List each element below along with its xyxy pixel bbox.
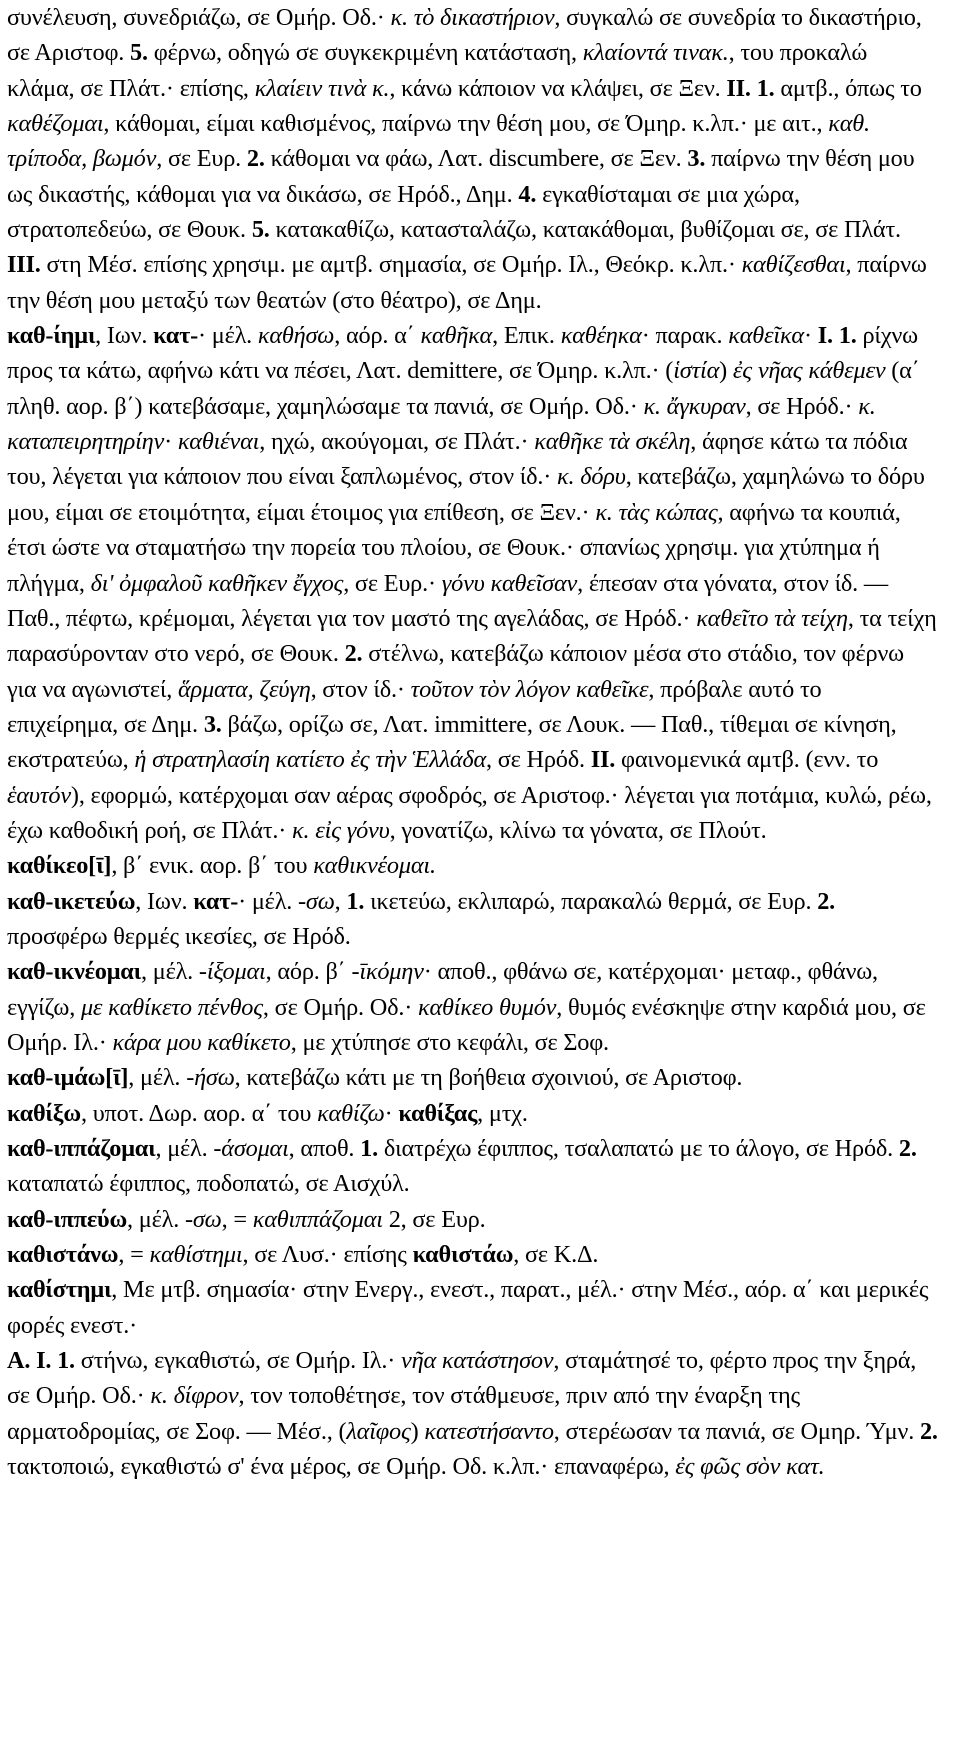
bold-text: I. 1. <box>817 322 857 350</box>
italic-text: -σω <box>298 887 335 915</box>
bold-text: 2. <box>898 1135 917 1162</box>
bold-text: καθ-ικετεύω <box>7 887 136 915</box>
bold-text: καθίξω <box>7 1099 81 1127</box>
entry-text: (α΄ πληθ. αορ. β΄) κατεβάσαμε, χαμηλώσαμε τα πανιά, σε Ομήρ. Οδ.· <box>7 357 920 420</box>
entry-text: , στον ίδ.· <box>310 675 411 703</box>
entry-text: · <box>164 428 178 456</box>
italic-text: κάρα μου καθίκετο <box>112 1028 291 1056</box>
entry-text: , Ιων. <box>135 887 194 915</box>
entry-text: , αφήνω τα κουπιά, έτσι ώστε να σταματήσω την πορεία του πλοίου, σε Θουκ.· σπανίως χρησιμ. για χτύπημα ή πλήγμα, <box>7 498 901 597</box>
entry-text: , συγκαλώ σε συνεδρία το δικαστήριο, σε Αριστοφ. <box>7 4 922 67</box>
bold-text: 3. <box>687 145 706 173</box>
entry-text: κατακαθίζω, κατασταλάζω, κατακάθομαι, βυθίζομαι σε, σε Πλάτ. <box>269 216 901 244</box>
entry-text: , = <box>221 1205 253 1233</box>
entry-text: , Με μτβ. σημασία· στην Ενεργ., ενεστ., παρατ., μέλ.· στην Μέσ., αόρ. α΄ και μερικές φορές ενεστ.· <box>7 1276 929 1339</box>
entry-text: , αποθ. <box>288 1135 361 1162</box>
italic-text: καθικνέομαι. <box>313 852 436 880</box>
entry-text: διατρέχω έφιππος, τσαλαπατώ με το άλογο, σε Ηρόδ. <box>377 1135 899 1162</box>
entry-text: , = <box>118 1241 150 1269</box>
entry-text: , του προκαλώ κλάμα, σε Πλάτ.· επίσης, <box>7 39 868 102</box>
entry-text: , κάνω κάποιον να κλάψει, σε Ξεν. <box>389 74 727 102</box>
dictionary-entry <box>7 954 938 1060</box>
entry-text: εγκαθίσταμαι σε μια χώρα, στρατοπεδεύω, σε Θουκ. <box>7 180 800 244</box>
bold-text: 2. <box>817 887 836 915</box>
italic-text: -σω <box>184 1205 222 1233</box>
entry-text: · μέλ. <box>238 887 299 915</box>
bold-text: καθ-ίημι <box>7 322 96 350</box>
entry-text: ρίχνω προς τα κάτω, αφήνω κάτι να πέσει, Λατ. demittere, σε Όμηρ. κ.λπ.· ( <box>7 322 918 385</box>
italic-text: -ῑκόμην <box>351 958 424 986</box>
italic-text: καθίζω <box>317 1099 385 1127</box>
bold-text: καθιστάνω <box>7 1241 119 1269</box>
italic-text: -ήσω <box>186 1064 235 1092</box>
italic-text: κ. εἰς γόνυ <box>292 816 390 844</box>
italic-text: γόνυ καθεῖσαν <box>441 569 578 597</box>
bold-text: καθ-ιμάω[ῑ] <box>7 1064 129 1092</box>
italic-text: καθέζομαι <box>7 110 104 138</box>
entry-text: , υποτ. Δωρ. αορ. α΄ του <box>80 1099 318 1127</box>
italic-text: ἡ στρατηλασίη κατίετο ἐς τὴν Ἑλλάδα <box>134 746 487 774</box>
entry-text: , αόρ. α΄ <box>334 322 421 350</box>
dictionary-entry <box>7 0 938 318</box>
entry-text: φέρνω, οδηγώ σε συγκεκριμένη κατάσταση, <box>147 39 583 67</box>
entry-text: , ηχώ, ακούγομαι, σε Πλάτ.· <box>259 428 535 456</box>
entry-text: , παίρνω την θέση μου μεταξύ των θεατών (στο θέατρο), σε Δημ. <box>7 251 927 314</box>
italic-text: καθίστημι <box>149 1241 243 1269</box>
entry-text: · παρακ. <box>641 322 729 350</box>
entry-text: φαινομενικά αμτβ. (ενν. το <box>615 746 879 774</box>
dictionary-entry <box>7 884 938 955</box>
italic-text: ἅρματα, ζεύγη <box>178 675 311 703</box>
italic-text: ἱστία <box>673 357 720 385</box>
bold-text: 5. <box>251 216 270 244</box>
entry-text: στη Μέσ. επίσης χρησιμ. με αμτβ. σημασία, σε Ομήρ. Ιλ., Θεόκρ. κ.λπ.· <box>40 251 742 279</box>
entry-text: στέλνω, κατεβάζω κάποιον μέσα στο στάδιο, τον φέρνω για να αγωνιστεί, <box>7 640 904 703</box>
italic-text: κ. ἄγκυραν <box>643 392 746 420</box>
dictionary-entry <box>7 848 938 883</box>
entry-text: · <box>804 322 818 350</box>
italic-text: καθίζεσθαι <box>741 251 846 279</box>
bold-text: 4. <box>518 180 537 208</box>
italic-text: λαῖφος <box>346 1417 411 1445</box>
entry-text: στήνω, εγκαθιστώ, σε Ομήρ. Ιλ.· <box>74 1347 402 1375</box>
italic-text: κ. τὸ δικαστήριον <box>390 4 555 31</box>
entry-text: , άφησε κάτω τα πόδια του, λέγεται για κάποιον που είναι ξαπλωμένος, στον ίδ.· <box>7 428 908 491</box>
bold-text: 2. <box>344 640 363 668</box>
entry-text: , <box>334 887 347 915</box>
entry-text: , κατεβάζω κάτι με τη βοήθεια σχοινιού, σε Αριστοφ. <box>234 1064 743 1092</box>
dictionary-entry <box>7 1343 938 1484</box>
italic-text: -άσομαι <box>213 1135 289 1162</box>
bold-text: καθίκεο[ῑ] <box>7 852 112 880</box>
entry-text: παίρνω την θέση μου ως δικαστής, κάθομαι για να δικάσω, σε Ηρόδ., Δημ. <box>7 145 915 208</box>
entry-text: , μέλ. <box>155 1135 214 1162</box>
entry-text: , Ιων. <box>95 322 154 350</box>
entry-text: , κατεβάζω, χαμηλώνω το δόρυ μου, είμαι σε ετοιμότητα, είμαι έτοιμος για επίθεση, σε Ξεν.· <box>7 463 925 526</box>
italic-text: με καθίκετο πένθος <box>80 993 263 1021</box>
entry-text: , Επικ. <box>492 322 561 350</box>
entry-text: ) <box>719 357 733 385</box>
entry-text: , γονατίζω, κλίνω τα γόνατα, σε Πλούτ. <box>389 816 767 844</box>
italic-text: τοῦτον τὸν λόγον καθεῖκε <box>410 675 649 703</box>
dictionary-entry <box>7 1272 938 1343</box>
entry-text: , αόρ. β΄ <box>265 958 352 986</box>
bold-text: κατ- <box>193 887 239 915</box>
entry-text: ικετεύω, εκλιπαρώ, παρακαλώ θερμά, σε Ευρ. <box>364 887 818 915</box>
entry-text: , σε Ευρ.· <box>343 569 442 597</box>
bold-text: 2. <box>246 145 265 173</box>
italic-text: καθιππάζομαι <box>252 1205 383 1233</box>
bold-text: 5. <box>130 39 148 67</box>
entry-text: , σε Ηρόδ.· <box>745 392 859 420</box>
italic-text: κ. τὰς κώπας <box>595 498 718 526</box>
italic-text: ἐς νῆας κάθεμεν <box>732 357 886 385</box>
entry-text: , β΄ ενικ. αορ. β΄ του <box>111 852 314 880</box>
italic-text: καθέηκα <box>560 322 642 350</box>
bold-text: 2. <box>919 1417 938 1445</box>
entry-text: , μέλ. <box>127 1205 185 1233</box>
dictionary-entry <box>7 1202 938 1237</box>
bold-text: καθ-ιππάζομαι <box>7 1135 156 1162</box>
entry-text: , σε Λυσ.· επίσης <box>242 1241 413 1269</box>
entry-text: , σε Ηρόδ. <box>486 746 591 774</box>
italic-text: κλαίειν τινὰ κ. <box>254 74 390 102</box>
entry-text: ) <box>410 1417 425 1445</box>
bold-text: καθίστημι <box>7 1276 112 1304</box>
entry-text: , σε Ομήρ. Οδ.· <box>262 993 419 1021</box>
entry-text: , σε Ευρ. <box>156 145 247 173</box>
italic-text: καθίκεο θυμόν <box>418 993 557 1021</box>
entry-text: 2, σε Ευρ. <box>382 1205 486 1233</box>
italic-text: κ. δίφρον <box>150 1382 239 1410</box>
bold-text: καθιστάω <box>412 1241 514 1269</box>
italic-text: κ. καταπειρητηρίην <box>7 392 876 456</box>
dictionary-entry <box>7 1060 938 1095</box>
italic-text: νῆα κατάστησον <box>401 1347 554 1375</box>
entry-text: ), εφορμώ, κατέρχομαι σαν αέρας σφοδρός, σε Αριστοφ.· λέγεται για ποτάμια, κυλώ, ρέω, έχω καθοδική ροή, σε Πλάτ.· <box>7 781 932 844</box>
entry-text: καταπατώ έφιππος, ποδοπατώ, σε Αισχύλ. <box>7 1170 410 1198</box>
entry-text: · αποθ., φθάνω σε, κατέρχομαι· μεταφ., φθάνω, εγγίζω, <box>7 958 878 1021</box>
entry-text: , τα τείχη παρασύρονταν στο νερό, σε Θουκ. <box>7 604 937 668</box>
italic-text: καθεῖκα <box>728 322 804 350</box>
dictionary-entry <box>7 318 938 848</box>
bold-text: καθ-ιππεύω <box>7 1205 128 1233</box>
bold-text: III. <box>7 251 41 279</box>
entry-text: , θυμός ενέσκηψε στην καρδιά μου, σε Ομήρ. Ιλ.· <box>7 993 926 1056</box>
dictionary-entry <box>7 1131 938 1202</box>
entry-text: · <box>384 1099 399 1127</box>
entry-text: , μέλ. <box>141 958 199 986</box>
italic-text: καθιέναι <box>177 428 260 456</box>
dictionary-entry <box>7 1096 938 1131</box>
entry-text: , μτχ. <box>477 1099 528 1127</box>
entry-text: , με χτύπησε στο κεφάλι, σε Σοφ. <box>290 1028 609 1056</box>
entry-text: , κάθομαι, είμαι καθισμένος, παίρνω την θέση μου, σε Όμηρ. κ.λπ.· με αιτ., <box>103 110 829 138</box>
italic-text: κλαίοντά τινακ. <box>582 39 729 67</box>
entry-text: , μέλ. <box>128 1064 187 1092</box>
italic-text: ἐς φῶς σὸν κατ. <box>675 1453 825 1481</box>
italic-text: καθήσω <box>257 322 335 350</box>
bold-text: καθίξας <box>398 1099 478 1127</box>
italic-text: κατεστήσαντο <box>424 1417 554 1445</box>
entry-text: κάθομαι να φάω, Λατ. discumbere, σε Ξεν. <box>264 145 688 173</box>
italic-text: καθεῖτο τὰ τείχη <box>696 604 848 632</box>
bold-text: II. <box>590 746 616 774</box>
bold-text: 1. <box>360 1135 378 1162</box>
italic-text: -ίξομαι <box>198 958 266 986</box>
bold-text: 1. <box>346 887 365 915</box>
entry-text: βάζω, ορίζω σε, Λατ. immittere, σε Λουκ. — Παθ., τίθεμαι σε κίνηση, εκστρατεύω, <box>7 710 897 774</box>
entry-text: τακτοποιώ, εγκαθιστώ σ' ένα μέρος, σε Ομήρ. Οδ. κ.λπ.· επαναφέρω, <box>7 1453 676 1481</box>
entry-text: , τον τοποθέτησε, τον στάθμευσε, πριν από την έναρξη της αρματοδρομίας, σε Σοφ. — Μέσ., ( <box>7 1382 800 1445</box>
bold-text: 3. <box>203 710 222 738</box>
dictionary-entry <box>7 1237 938 1272</box>
entry-text: , σταμάτησέ το, φέρτο προς την ξηρά, σε Ομήρ. Οδ.· <box>7 1347 917 1410</box>
entry-text: , έπεσαν στα γόνατα, στον ίδ. — Παθ., πέφτω, κρέμομαι, λέγεται για τον μαστό της αγελάδας, σε Ηρόδ.· <box>7 569 888 632</box>
bold-text: κατ- <box>153 322 198 350</box>
italic-text: ἑαυτόν <box>7 781 71 809</box>
bold-text: A. I. 1. <box>7 1347 75 1375</box>
entry-text: προσφέρω θερμές ικεσίες, σε Ηρόδ. <box>7 922 351 950</box>
bold-text: II. 1. <box>726 74 775 102</box>
italic-text: κ. δόρυ <box>557 463 626 491</box>
italic-text: καθῆκε τὰ σκέλη <box>534 428 691 456</box>
entry-text: συνέλευση, συνεδριάζω, σε Ομήρ. Οδ.· <box>7 4 391 31</box>
italic-text: καθῆκα <box>420 322 493 350</box>
entry-text: · μέλ. <box>197 322 258 350</box>
italic-text: δι' ὀμφαλοῦ καθῆκεν ἔγχος <box>90 569 344 597</box>
entry-text: , στερέωσαν τα πανιά, σε Ομηρ. Ύμν. <box>553 1417 920 1445</box>
entry-text: , σε Κ.Δ. <box>513 1241 599 1269</box>
italic-text: καθ. τρίποδα, βωμόν <box>7 110 870 173</box>
bold-text: καθ-ικνέομαι <box>7 958 141 986</box>
entry-text: αμτβ., όπως το <box>774 74 922 102</box>
entry-text: , πρόβαλε αυτό το επιχείρημα, σε Δημ. <box>7 675 822 738</box>
